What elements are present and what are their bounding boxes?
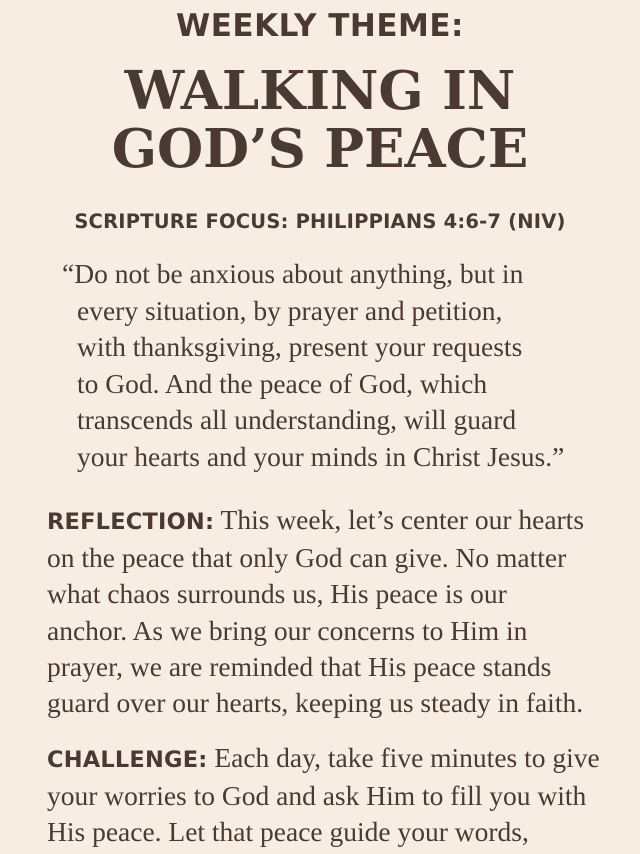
challenge-line bbox=[47, 740, 637, 778]
reflection-text: This week, let’s center our hearts bbox=[214, 504, 585, 535]
reflection-line: prayer, we are reminded that His peace stands bbox=[47, 650, 552, 682]
challenge-line: His peace. Let that peace guide your words, bbox=[47, 816, 529, 848]
theme-title bbox=[0, 62, 640, 178]
verse-line: transcends all understanding, will guard bbox=[77, 404, 517, 435]
scripture-reference: SCRIPTURE FOCUS: PHILIPPIANS 4:6-7 (NIV) bbox=[74, 210, 566, 233]
challenge-text: Each day, take five minutes to give bbox=[207, 742, 600, 773]
verse-line: to God. And the peace of God, which bbox=[77, 367, 488, 399]
reflection-paragraph bbox=[47, 502, 637, 721]
challenge-paragraph bbox=[47, 740, 637, 851]
verse-line: your hearts and your minds in Christ Jesus.” bbox=[77, 440, 565, 472]
theme-title-line-2: GOD’S PEACE bbox=[111, 118, 529, 180]
verse-line: with thanksgiving, present your requests bbox=[77, 331, 523, 362]
reflection-line: what chaos surrounds us, His peace is our bbox=[47, 578, 507, 610]
challenge-line: your worries to God and ask Him to fill you with bbox=[47, 780, 587, 812]
theme-title-line-1: WALKING IN bbox=[124, 60, 516, 122]
challenge-label: CHALLENGE: bbox=[47, 747, 208, 773]
reflection-line: anchor. As we bring our concerns to Him in bbox=[47, 614, 528, 646]
reflection-line: guard over our hearts, keeping us steady in faith. bbox=[47, 687, 584, 719]
weekly-theme-kicker: WEEKLY THEME: bbox=[176, 8, 464, 44]
verse-line: every situation, by prayer and petition, bbox=[77, 294, 503, 326]
verse-line: “Do not be anxious about anything, but in bbox=[62, 258, 524, 289]
scripture-verse bbox=[60, 256, 635, 475]
reflection-line bbox=[47, 502, 637, 540]
reflection-line: on the peace that only God can give. No matter bbox=[47, 542, 567, 574]
reflection-label: REFLECTION: bbox=[47, 509, 215, 535]
